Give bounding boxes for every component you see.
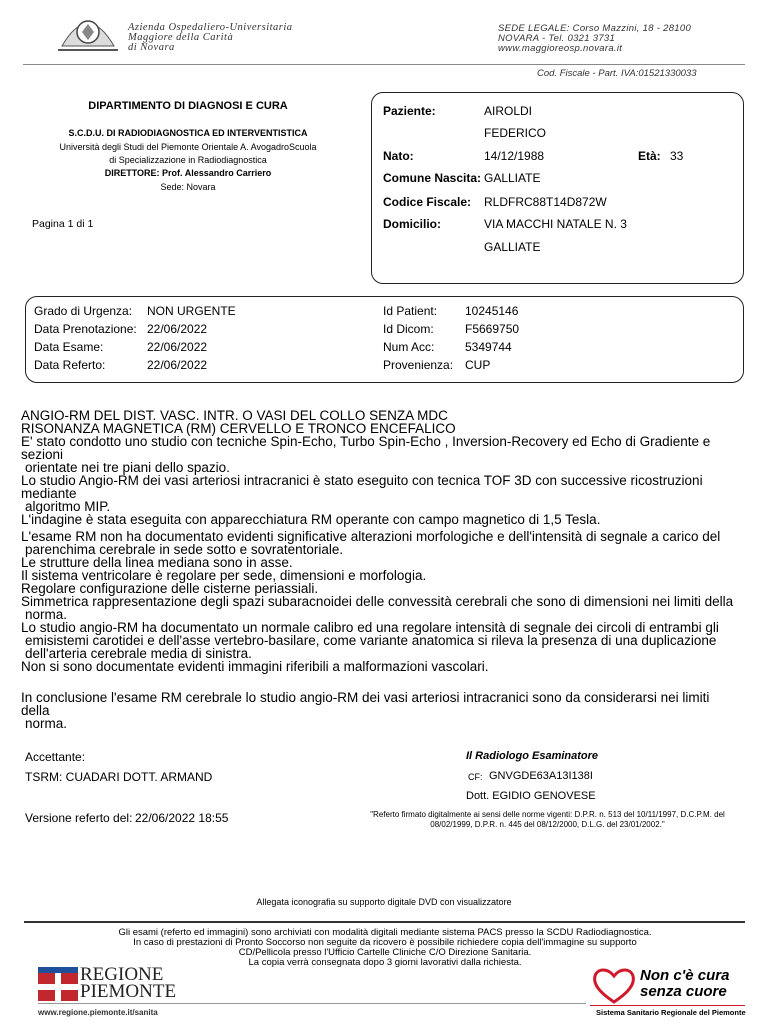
- id-dicom-label: Id Dicom:: [383, 322, 434, 336]
- finding-7: Non si sono documentate evidenti immagini riferibili a malformazioni vascolari.: [21, 659, 489, 674]
- doctor-name: Dott. EGIDIO GENOVESE: [466, 790, 596, 802]
- report-date-label: Data Referto:: [34, 358, 106, 372]
- digital-signature-note: "Referto firmato digitalmente ai sensi delle norme vigenti: D.P.R. n. 513 del 10/11/1997, D.C.P.M. del 08/02/1999, D.P.R. n. 445 del 08/12/2000, D.L.G. del 23/01/2002.": [370, 810, 725, 829]
- report-date-value: 22/06/2022: [147, 358, 208, 372]
- cf-sig-value: GNVGDE63A13I138I: [489, 770, 593, 782]
- id-patient-value: 10245146: [465, 304, 519, 318]
- booking-date-label: Data Prenotazione:: [34, 322, 137, 336]
- equipment-paragraph: L'indagine è stata eseguita con apparecchiatura RM operante con campo magnetico di 1,5 Tesla.: [21, 512, 601, 527]
- hospital-name: Azienda Ospedaliero-Universitaria Maggiore della Carità di Novara: [128, 22, 293, 53]
- hospital-logo: [52, 6, 124, 56]
- cf-sig-label: CF:: [468, 772, 483, 782]
- booking-date-value: 22/06/2022: [147, 322, 208, 336]
- age-value: 33: [670, 149, 684, 163]
- finding-4: Regolare configurazione delle cisterne periassiali.: [21, 581, 319, 596]
- cf-label: Codice Fiscale:: [383, 195, 472, 209]
- exam-date-label: Data Esame:: [34, 340, 104, 354]
- id-dicom-value: F5669750: [465, 322, 520, 336]
- angio-paragraph-cont: algoritmo MIP.: [25, 499, 111, 514]
- heart-logo-icon: [591, 966, 637, 1006]
- home-label: Domicilio:: [383, 217, 442, 231]
- num-acc-label: Num Acc:: [383, 340, 435, 354]
- born-date: 14/12/1988: [484, 149, 545, 163]
- region-name: REGIONE PIEMONTE: [80, 964, 177, 1002]
- home-address: VIA MACCHI NATALE N. 3: [484, 217, 627, 231]
- num-acc-value: 5349744: [465, 340, 512, 354]
- version-value: 22/06/2022 18:55: [135, 811, 229, 825]
- urgency-label: Grado di Urgenza:: [34, 304, 133, 318]
- school-line: di Specializzazione in Radiodiagnostica: [109, 155, 267, 165]
- seat: Sede: Novara: [160, 182, 216, 192]
- id-patient-label: Id Patient:: [383, 304, 438, 318]
- finding-5: Simmetrica rappresentazione degli spazi subaracnoidei delle convessità cerebrali che sono di dimensioni nei limiti della: [21, 594, 734, 609]
- exam-title-2: RISONANZA MAGNETICA (RM) CERVELLO E TRONCO ENCEFALICO: [21, 421, 456, 436]
- finding-3: Il sistema ventricolare è regolare per sede, dimensioni e morfologia.: [21, 568, 427, 583]
- technique-paragraph-cont: orientate nei tre piani dello spazio.: [25, 460, 230, 475]
- acceptant-label: Accettante:: [25, 750, 86, 764]
- url-rule: [38, 1003, 586, 1004]
- finding-1: L'esame RM non ha documentato evidenti significative alterazioni morfologiche e dell'intensità di segnale a carico del: [21, 529, 721, 544]
- exam-date-value: 22/06/2022: [147, 340, 208, 354]
- page-number: Pagina 1 di 1: [32, 218, 94, 230]
- finding-6: Lo studio angio-RM ha documentato un normale calibro ed una regolare intensità di segnale dei circoli di entrambi gli: [21, 620, 719, 635]
- age-label: Età:: [638, 149, 661, 163]
- university-line: Università degli Studi del Piemonte Orientale A. AvogadroScuola: [59, 142, 317, 152]
- tsrm-name: TSRM: CUADARI DOTT. ARMAND: [25, 770, 213, 784]
- exam-title: ANGIO-RM DEL DIST. VASC. INTR. O VASI DEL COLLO SENZA MDC: [21, 408, 448, 423]
- conclusion-line: In conclusione l'esame RM cerebrale lo studio angio-RM dei vasi arteriosi intracranici sono da considerarsi nei limiti della: [21, 690, 710, 718]
- provenance-label: Provenienza:: [383, 358, 454, 372]
- attachment-note: Allegata iconografia su supporto digitale DVD con visualizzatore: [256, 897, 512, 907]
- conclusion-line-cont: norma.: [25, 716, 68, 731]
- legal-address: SEDE LEGALE: Corso Mazzini, 18 - 28100 NOVARA - Tel. 0321 3731 www.maggioreosp.novara.it: [498, 23, 692, 54]
- fiscal-code: Cod. Fiscale - Part. IVA:01521330033: [537, 68, 697, 79]
- ssr-label: Sistema Sanitario Regionale del Piemonte: [596, 1008, 746, 1017]
- patient-box: [371, 92, 744, 284]
- footer-note: Gli esami (referto ed immagini) sono archiviati con modalità digitali mediante sistema PACS presso la SCDU Radiodiagnostica. In caso di prestazioni di Pronto Soccorso non seguite da ricovero è possibile richiedere copia dell'immagine su supporto CD/Pellicola presso l'Ufficio Cartelle Cliniche C/O Direzione Sanitaria. La copia verrà consegnata dopo 3 giorni lavorativi dalla richiesta.: [118, 927, 652, 968]
- patient-firstname: FEDERICO: [484, 126, 547, 140]
- region-url[interactable]: www.regione.piemonte.it/sanita: [38, 1008, 158, 1017]
- finding-5-cont: norma.: [25, 607, 68, 622]
- cf-value: RLDFRC88T14D872W: [484, 195, 607, 209]
- report-body: [21, 409, 741, 526]
- city-value: GALLIATE: [484, 171, 541, 185]
- born-label: Nato:: [383, 149, 414, 163]
- region-shield-icon: [38, 967, 78, 1001]
- finding-2: Le strutture della linea mediana sono in asse.: [21, 555, 293, 570]
- version-label: Versione referto del:: [25, 811, 133, 825]
- finding-1-cont: parenchima cerebrale in sede sotto e sovratentoriale.: [25, 542, 344, 557]
- technique-paragraph: E' stato condotto uno studio con tecniche Spin-Echo, Turbo Spin-Echo , Inversion-Recovery ed Echo di Gradiente e sezioni: [21, 434, 711, 462]
- footer-rule: [24, 921, 745, 923]
- angio-paragraph: Lo studio Angio-RM dei vasi arteriosi intracranici è stato eseguito con tecnica TOF 3D con successive ricostruzioni mediante: [21, 473, 703, 501]
- findings: [21, 530, 741, 673]
- city-label: Comune Nascita:: [383, 171, 482, 185]
- conclusion: [21, 691, 741, 730]
- patient-label: Paziente:: [383, 104, 436, 118]
- slogan: Non c'è cura senza cuore: [640, 967, 730, 1000]
- slogan-rule: [590, 1005, 745, 1006]
- unit-name: S.C.D.U. DI RADIODIAGNOSTICA ED INTERVENTISTICA: [68, 128, 308, 138]
- urgency-value: NON URGENTE: [147, 304, 236, 318]
- provenance-value: CUP: [465, 358, 491, 372]
- radiologist-title: Il Radiologo Esaminatore: [466, 750, 599, 762]
- header-rule: [23, 64, 745, 65]
- director: DIRETTORE: Prof. Alessandro Carriero: [104, 168, 272, 178]
- finding-6-cont-2: dell'arteria cerebrale media di sinistra.: [25, 646, 252, 661]
- patient-surname: AIROLDI: [484, 104, 533, 118]
- finding-6-cont: emisistemi carotidei e dell'asse vertebro-basilare, come variante anatomica si rileva la presenza di una duplicazione: [25, 633, 717, 648]
- department-title: DIPARTIMENTO DI DIAGNOSI E CURA: [88, 100, 288, 112]
- home-city: GALLIATE: [484, 240, 541, 254]
